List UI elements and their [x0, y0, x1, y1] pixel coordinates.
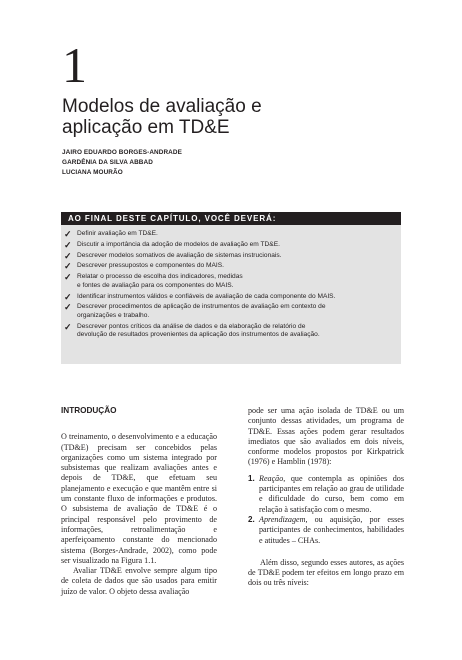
- chapter-title-line-1: Modelos de avaliação e: [62, 96, 262, 117]
- checkmark-icon: ✓: [64, 261, 72, 272]
- objective-item: [61, 293, 395, 302]
- objective-text: e fontes de avaliação para os componentes do MAIS.: [77, 281, 234, 289]
- objective-item: [61, 252, 395, 261]
- objective-text: Identificar instrumentos válidos e confiáveis de avaliação de cada componente do MAIS.: [77, 292, 336, 300]
- objective-text: organizações e trabalho.: [77, 311, 150, 319]
- objective-text: Descrever procedimentos de aplicação de instrumentos de avaliação em contexto de: [77, 303, 326, 311]
- section-heading: INTRODUÇÃO: [61, 406, 117, 415]
- objective-text: Descrever pressupostos e componentes do MAIS.: [77, 262, 224, 270]
- list-item: [248, 515, 404, 546]
- body-paragraph: O treinamento, o desenvolvimento e a educação (TD&E) precisam ser concebidos pelas organizações como um sistema integrado por subsistemas que realizam avaliações antes e depois de TD&E, que efetuam seu planejamento e execução e que mantêm entre si um constante fluxo de informações e produtos. O subsistema de avaliação de TD&E é o principal responsável pelo provimento de informações, retroalimentação e aperfeiçoamento constante do mencionado sistema (Borges-Andrade, 2002), como pode ser visualizado na Figura 1.1.: [61, 432, 217, 565]
- objective-item: [61, 241, 395, 250]
- objectives-header-text: AO FINAL DESTE CAPÍTULO, VOCÊ DEVERÁ:: [68, 214, 277, 223]
- body-column-left: [61, 406, 217, 597]
- objective-text: devolução de resultados provenientes da aplicação dos instrumentos de avaliação.: [77, 331, 320, 339]
- author-name: GARDÊNIA DA SILVA ABBAD: [62, 159, 153, 166]
- objective-text: Descrever modelos somativos de avaliação de sistemas instrucionais.: [77, 251, 282, 259]
- objective-item: [61, 262, 395, 271]
- objective-item: [61, 273, 395, 290]
- evaluation-level-list: [248, 474, 404, 546]
- chapter-number: 1: [62, 37, 87, 93]
- list-item: [248, 474, 404, 515]
- checkmark-icon: ✓: [64, 302, 72, 313]
- list-term: Aprendizagem: [259, 514, 306, 524]
- checkmark-icon: ✓: [64, 229, 72, 239]
- objective-text: Descrever pontos críticos da análise de dados e da elaboração de relatório de: [77, 322, 306, 330]
- body-paragraph: Além disso, segundo esses autores, as ações de TD&E podem ter efeitos em longo prazo em dois ou três níveis:: [248, 557, 404, 588]
- objective-item: [61, 230, 395, 239]
- chapter-title: [62, 96, 392, 138]
- body-paragraph: Avaliar TD&E envolve sempre algum tipo de coleta de dados que são usados para emitir juízo de valor. O objeto dessa avaliação: [61, 566, 217, 596]
- checkmark-icon: ✓: [64, 272, 72, 283]
- list-number: 2.: [248, 514, 255, 524]
- checkmark-icon: ✓: [64, 321, 72, 332]
- objective-text: Discutir a importância da adoção de modelos de avaliação em TD&E.: [77, 240, 280, 248]
- objectives-header: [61, 212, 401, 225]
- objectives-box: [61, 212, 401, 364]
- list-description: , ou aquisição, por esses participantes de conhecimentos, habilidades e atitudes – CHAs.: [259, 514, 404, 545]
- chapter-title-line-2: aplicação em TD&E: [62, 117, 230, 138]
- objective-item: [61, 303, 395, 320]
- objective-text: Relatar o processo de escolha dos indicadores, medidas: [77, 273, 243, 281]
- objective-text: Definir avaliação em TD&E.: [77, 230, 158, 237]
- list-description: , que contempla as opiniões dos participantes em relação ao grau de utilidade e dificuldade do curso, bem como em relação à satisfação com o mesmo.: [259, 473, 404, 514]
- list-number: 1.: [248, 473, 255, 483]
- body-paragraph: pode ser uma ação isolada de TD&E ou um conjunto dessas atividades, um programa de TD&E. Essas ações podem gerar resultados imediatos que são avaliados em dois níveis, conforme modelos propostos por Kirkpatrick (1976) e Hamblin (1978):: [248, 406, 404, 467]
- checkmark-icon: ✓: [64, 291, 72, 302]
- checkmark-icon: ✓: [64, 239, 72, 250]
- checkmark-icon: ✓: [64, 250, 72, 261]
- objective-list: [61, 230, 401, 342]
- list-term: Reação: [259, 473, 284, 483]
- author-name: JAIRO EDUARDO BORGES-ANDRADE: [62, 149, 182, 156]
- author-list: [62, 148, 182, 178]
- body-column-right: [248, 406, 404, 589]
- objective-item: [61, 323, 395, 340]
- author-name: LUCIANA MOURÃO: [62, 169, 123, 176]
